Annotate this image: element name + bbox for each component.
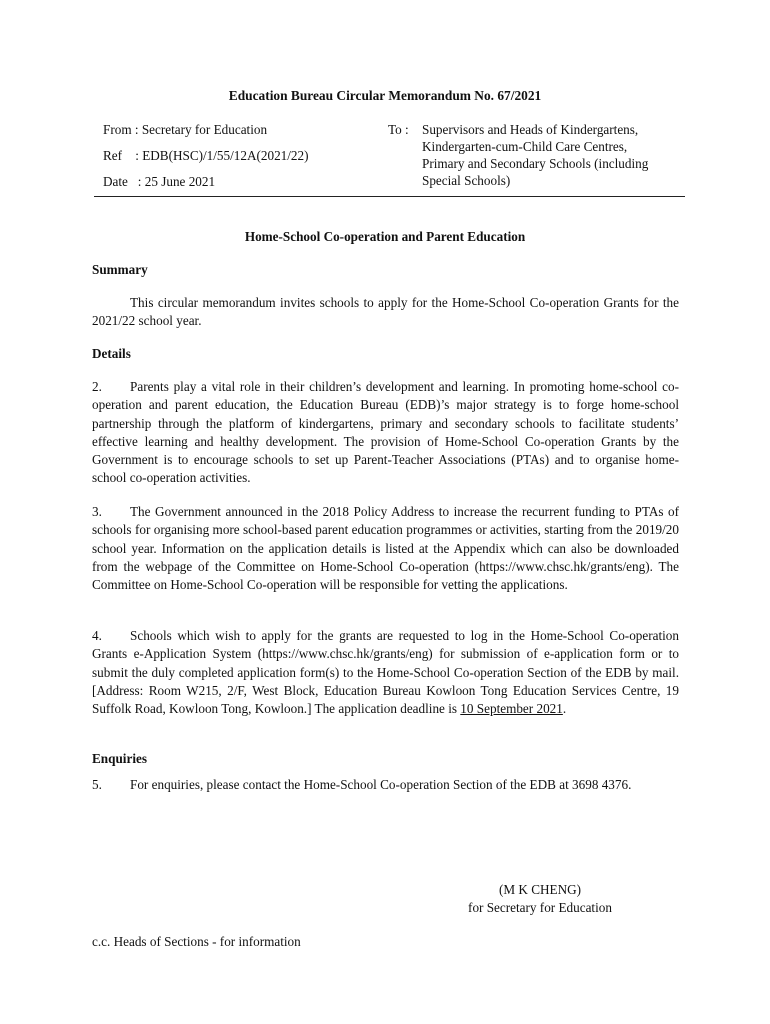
summary-paragraph (92, 294, 679, 331)
memo-subject: Home-School Co-operation and Parent Education (244, 229, 526, 244)
recipient-list (422, 121, 692, 189)
paragraph-end: . (562, 701, 567, 717)
recipient-line: Kindergarten-cum-Child Care Centres, (422, 139, 628, 154)
paragraph-5 (92, 776, 679, 794)
paragraph-2 (92, 378, 679, 488)
header-divider (94, 196, 685, 197)
memo-title: Education Bureau Circular Memorandum No. 67/2021 (228, 88, 542, 103)
summary-heading: Summary (92, 262, 148, 277)
paragraph-number: 3. (92, 504, 102, 519)
paragraph-text: Schools which wish to apply for the grants are requested to log in the Home-School Co-operation Grants e-Application System (https://www.chsc.hk/grants/eng) for submission of e-application form or to submit the duly completed application form(s) to the Home-School Co-operation Section of the EDB by mail. [Address: Room W215, 2/F, West Block, Education Bureau Kowloon Tong Education Services Centre, 19 Suffolk Road, Kowloon Tong, Kowloon.] The application deadline is (92, 628, 679, 717)
recipient-line: Supervisors and Heads of Kindergartens, (422, 122, 639, 137)
paragraph-text: For enquiries, please contact the Home-School Co-operation Section of the EDB at 3698 4376. (130, 777, 632, 792)
paragraph-text: Parents play a vital role in their children’s development and learning. In promoting home-school co-operation and parent education, the Education Bureau (EDB)’s major strategy is to forge home-school partnership through the platform of kindergartens, primary and secondary schools to facilitate students’ effective learning and healthy development. The provision of Home-School Co-operation Grants by the Government is to encourage schools to set up Parent-Teacher Associations (PTAs) and to organise home-school co-operation activities. (92, 379, 679, 486)
paragraph-number: 2. (92, 379, 102, 394)
cc-line: c.c. Heads of Sections - for information (92, 934, 301, 949)
recipient-line: Special Schools) (422, 173, 511, 188)
paragraph-number: 4. (92, 628, 102, 643)
recipient-line: Primary and Secondary Schools (including (422, 156, 649, 171)
paragraph-text: The Government announced in the 2018 Policy Address to increase the recurrent funding to PTAs of schools for organising more school-based parent education programmes or activities, starting from the 2019/20 school year. Information on the application details is listed at the Appendix which can also be downloaded from the webpage of the Committee on Home-School Co-operation (https://www.chsc.hk/grants/eng). The Committee on Home-School Co-operation will be responsible for vetting the applications. (92, 504, 679, 593)
signatory-role: for Secretary for Education (468, 900, 612, 915)
from-line: From : Secretary for Education (103, 122, 268, 137)
summary-text: This circular memorandum invites schools to apply for the Home-School Co-operation Grants for the 2021/22 school year. (92, 295, 679, 329)
enquiries-heading: Enquiries (92, 751, 147, 766)
ref-line: Ref : EDB(HSC)/1/55/12A(2021/22) (103, 148, 309, 163)
paragraph-number: 5. (92, 777, 102, 792)
paragraph-3 (92, 503, 679, 594)
paragraph-4 (92, 627, 679, 718)
to-label: To : (388, 122, 409, 137)
date-line: Date : 25 June 2021 (103, 174, 216, 189)
sender-block (103, 121, 309, 199)
details-heading: Details (92, 346, 131, 361)
application-deadline: 10 September 2021 (460, 701, 563, 717)
signatory-name: (M K CHENG) (498, 882, 582, 897)
